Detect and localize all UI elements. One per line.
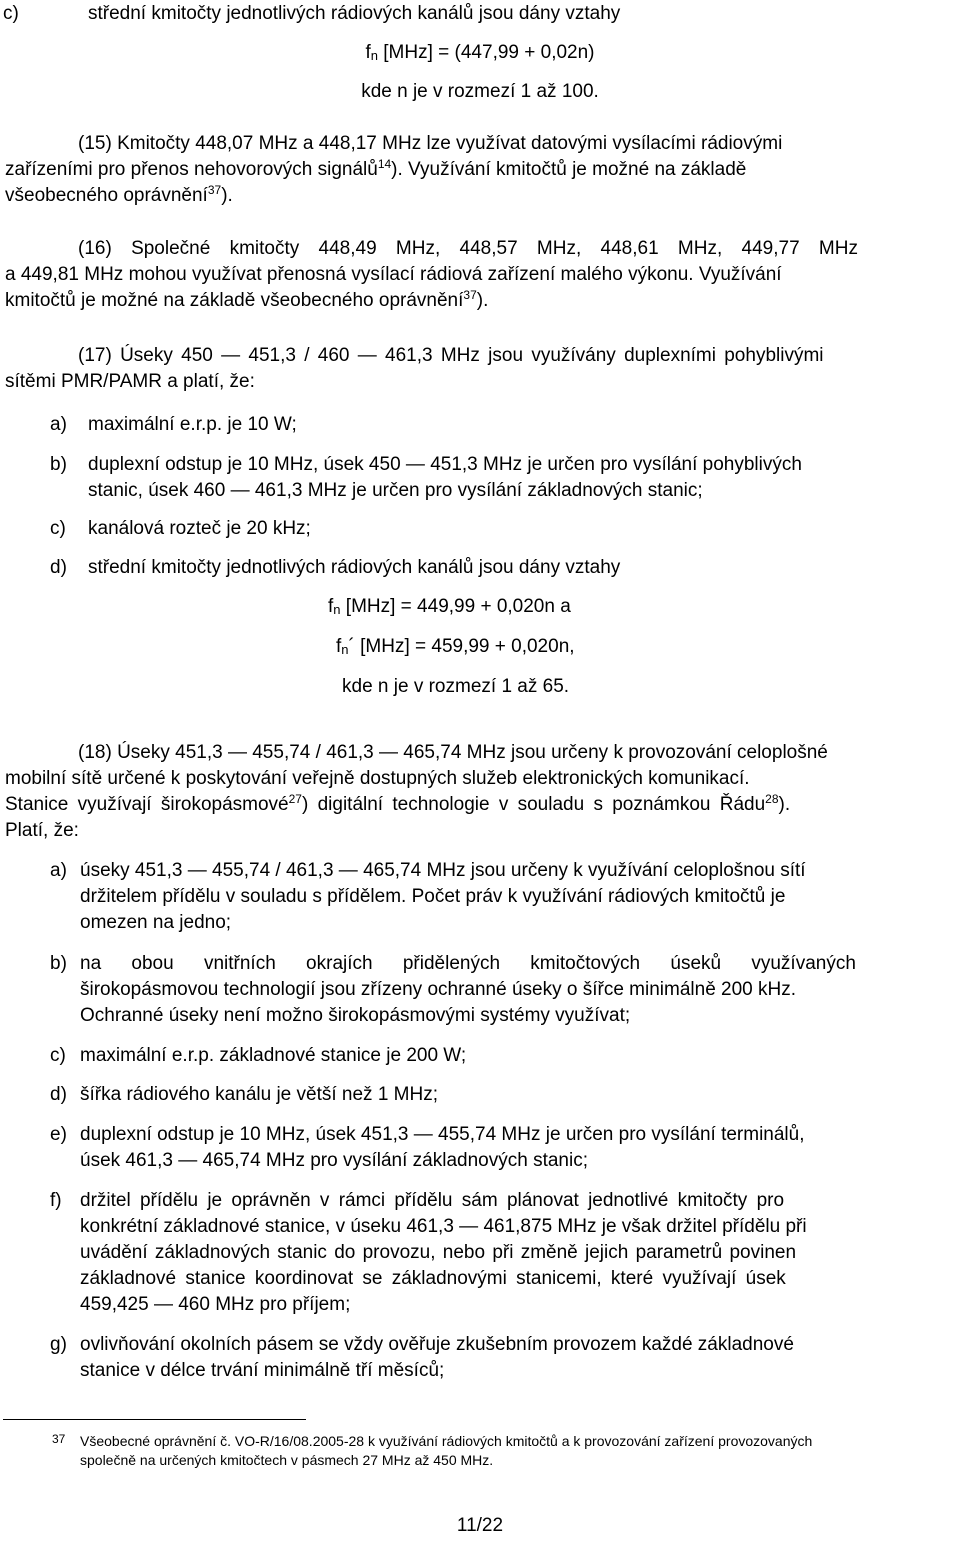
list-item-label: b)	[50, 454, 67, 475]
list-item-text: duplexní odstup je 10 MHz, úsek 451,3 ― 455,74 MHz je určen pro vysílání terminálů,	[80, 1124, 805, 1145]
list-item-text: stanic, úsek 460 ― 461,3 MHz je určen pro vysílání základnových stanic;	[88, 480, 703, 501]
formula: $f_n$ [MHz] = 449,99 + 0,020n a	[328, 596, 571, 617]
list-item-label: a)	[50, 860, 67, 881]
list-item-text: maximální e.r.p. základnové stanice je 200 W;	[80, 1045, 467, 1066]
paragraph-18-line: mobilní sítě určené k poskytování veřejně dostupných služeb elektronických komunikací.	[5, 768, 750, 789]
list-item-text: konkrétní základnové stanice, v úseku 461,3 ― 461,875 MHz je však držitel přídělu při	[80, 1216, 807, 1237]
list-item-text: šířka rádiového kanálu je větší než 1 MHz;	[80, 1084, 439, 1105]
list-item-label: c)	[50, 518, 66, 539]
list-item-text: úseky 451,3 ― 455,74 / 461,3 ― 465,74 MHz jsou určeny k využívání celoplošnou sítí	[80, 860, 806, 881]
list-item-text: 459,425 ― 460 MHz pro příjem;	[80, 1294, 351, 1315]
formula-range: kde n je v rozmezí 1 až 65.	[342, 676, 570, 697]
list-item-text: maximální e.r.p. je 10 W;	[88, 414, 297, 435]
paragraph-18-line: Platí, že:	[5, 820, 79, 841]
paragraph-18-line: Stanice využívají širokopásmové$^{27}$) digitální technologie v souladu s poznámkou Řádu$^{28}$).	[5, 792, 791, 815]
list-item-text: na obou vnitřních okrajích přidělených kmitočtových úseků využívaných	[80, 953, 856, 974]
footnote-text: Všeobecné oprávnění č. VO-R/16/08.2005-28 k využívání rádiových kmitočtů a k provozování zařízení provozovaných	[80, 1433, 813, 1449]
formula: $f_n´$ [MHz] = 459,99 + 0,020n,	[336, 636, 575, 657]
list-item-text: uvádění základnových stanic do provozu, nebo při změně jejich parametrů povinen	[80, 1242, 797, 1263]
list-item-text: držitel přídělu je oprávněn v rámci přídělu sám plánovat jednotlivé kmitočty pro	[80, 1190, 785, 1211]
paragraph-15-line: všeobecného oprávnění$^{37}$).	[5, 183, 233, 206]
list-item-text: širokopásmovou technologií jsou zřízeny ochranné úseky o šířce minimálně 200 kHz.	[80, 979, 797, 1000]
list-item-text: základnové stanice koordinovat se základnovými stanicemi, které využívají úsek	[80, 1268, 786, 1289]
list-item-text: úsek 461,3 ― 465,74 MHz pro vysílání základnových stanic;	[80, 1150, 588, 1171]
page-number: 11/22	[456, 1515, 504, 1536]
list-item-label: b)	[50, 953, 67, 974]
paragraph-15-line: (15) Kmitočty 448,07 MHz a 448,17 MHz lze využívat datovými vysílacími rádiovými	[78, 133, 783, 154]
formula: $f_n$ [MHz] = (447,99 + 0,02n)	[365, 42, 595, 63]
list-item-label: d)	[50, 557, 67, 578]
list-item-text: omezen na jedno;	[80, 912, 232, 933]
list-item-text: kanálová rozteč je 20 kHz;	[88, 518, 311, 539]
list-item-text: ovlivňování okolních pásem se vždy ověřuje zkušebním provozem každé základnové	[80, 1334, 794, 1355]
paragraph-16-line: kmitočtů je možné na základě všeobecného oprávnění$^{37}$).	[5, 288, 489, 311]
item-text: střední kmitočty jednotlivých rádiových kanálů jsou dány vztahy	[88, 3, 621, 24]
list-item-text: střední kmitočty jednotlivých rádiových kanálů jsou dány vztahy	[88, 557, 621, 578]
paragraph-17-line: (17) Úseky 450 ― 451,3 / 460 ― 461,3 MHz jsou využívány duplexními pohyblivými	[78, 345, 824, 366]
footnote-number: 37	[52, 1432, 66, 1446]
footnote-text: společně na určených kmitočtech v pásmech 27 MHz až 450 MHz.	[80, 1452, 494, 1468]
paragraph-18-line: (18) Úseky 451,3 ― 455,74 / 461,3 ― 465,74 MHz jsou určeny k provozování celoplošné	[78, 742, 828, 763]
paragraph-15-line: zařízeními pro přenos nehovorových signálů$^{14}$). Využívání kmitočtů je možné na základě	[5, 157, 747, 180]
list-item-text: stanice v délce trvání minimálně tří měsíců;	[80, 1360, 445, 1381]
list-item-label: a)	[50, 414, 67, 435]
list-item-text: držitelem přídělu v souladu s přídělem. Počet práv k využívání rádiových kmitočtů je	[80, 886, 786, 907]
list-item-text: duplexní odstup je 10 MHz, úsek 450 ― 451,3 MHz je určen pro vysílání pohyblivých	[88, 454, 802, 475]
item-label: c)	[3, 3, 19, 24]
footnote-separator	[3, 1419, 306, 1420]
paragraph-17-line: sítěmi PMR/PAMR a platí, že:	[5, 371, 255, 392]
list-item-label: e)	[50, 1124, 67, 1145]
formula-range: kde n je v rozmezí 1 až 100.	[361, 81, 599, 102]
list-item-label: d)	[50, 1084, 67, 1105]
paragraph-16-line: a 449,81 MHz mohou využívat přenosná vysílací rádiová zařízení malého výkonu. Využívání	[5, 264, 782, 285]
list-item-label: c)	[50, 1045, 66, 1066]
list-item-label: g)	[50, 1334, 67, 1355]
list-item-label: f)	[50, 1190, 62, 1211]
paragraph-16-line: (16) Společné kmitočty 448,49 MHz, 448,57 MHz, 448,61 MHz, 449,77 MHz	[78, 238, 858, 259]
list-item-text: Ochranné úseky není možno širokopásmovými systémy využívat;	[80, 1005, 631, 1026]
